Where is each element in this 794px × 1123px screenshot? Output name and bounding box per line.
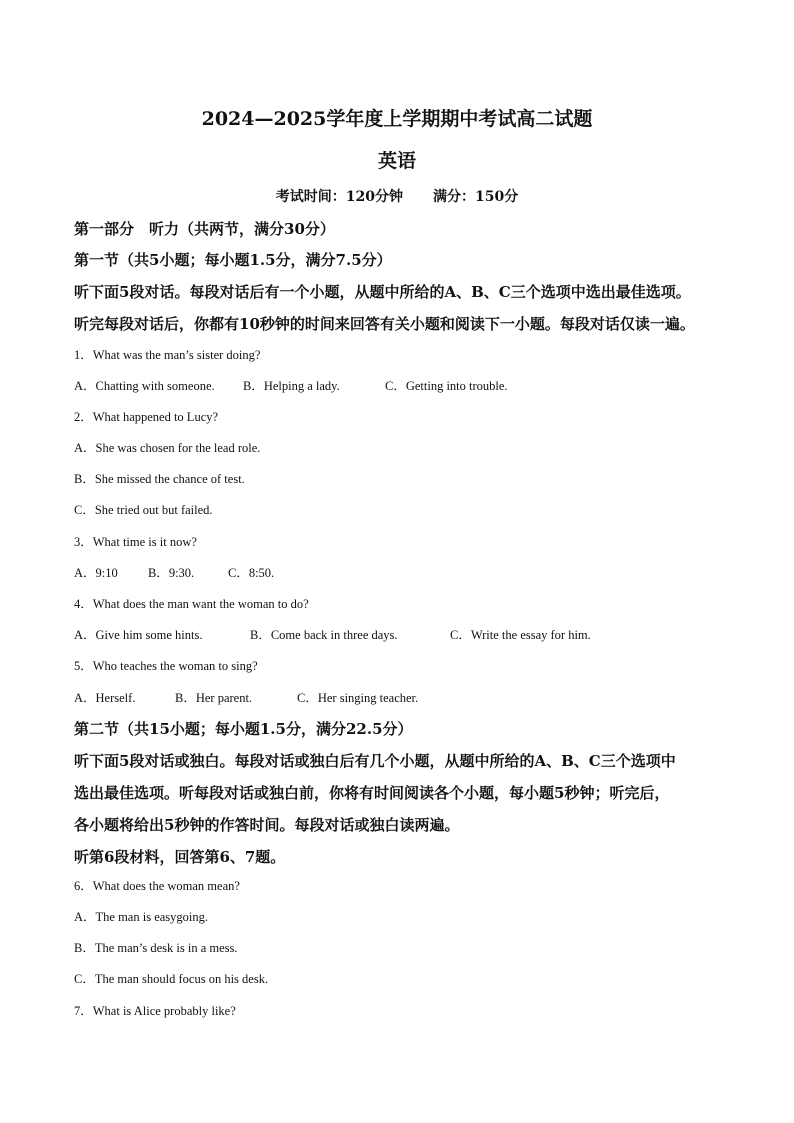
option-a: A．9:10 <box>74 566 118 580</box>
question-2: 2．What happened to Lucy? <box>74 410 219 424</box>
option-b: B．Come back in three days. <box>250 628 398 642</box>
section1-heading: 第一节（共5小题；每小题1.5分，满分7.5分） <box>74 251 392 269</box>
option-c: C．8:50. <box>228 566 275 580</box>
option-c: C．Write the essay for him. <box>450 628 591 642</box>
question-4: 4．What does the man want the woman to do? <box>74 597 309 611</box>
option-b: B．She missed the chance of test. <box>74 472 245 486</box>
exam-time: 考试时间：120分钟 <box>275 189 403 205</box>
option-b: B．Helping a lady. <box>243 379 340 393</box>
question-3-options <box>74 563 274 581</box>
section2-instruction-2: 选出最佳选项。听每段对话或独白前，你将有时间阅读各个小题，每小题5秒钟；听完后， <box>74 784 670 802</box>
option-b: B．Her parent. <box>175 691 253 705</box>
exam-title: 2024—2025学年度上学期期中考试高二试题 <box>201 108 593 130</box>
option-c: C．Getting into trouble. <box>385 379 508 393</box>
question-7: 7．What is Alice probably like? <box>74 1004 236 1018</box>
option-a: A．The man is easygoing. <box>74 910 209 924</box>
section2-instruction-3: 各小题将给出5秒钟的作答时间。每段对话或独白读两遍。 <box>74 816 460 834</box>
option-a: A．Give him some hints. <box>74 628 203 642</box>
question-5: 5．Who teaches the woman to sing? <box>74 659 258 673</box>
section2-instruction-1: 听下面5段对话或独白。每段对话或独白后有几个小题，从题中所给的A、B、C三个选项中 <box>74 752 676 770</box>
exam-info <box>0 186 794 206</box>
question-6: 6．What does the woman mean? <box>74 879 240 893</box>
option-c: C．The man should focus on his desk. <box>74 972 269 986</box>
question-4-options <box>74 625 591 643</box>
option-c: C．Her singing teacher. <box>297 691 419 705</box>
option-b: B．9:30. <box>148 566 195 580</box>
question-1-options <box>74 376 508 394</box>
question-1: 1．What was the man’s sister doing? <box>74 348 261 362</box>
option-a: A．Herself. <box>74 691 136 705</box>
option-a: A．She was chosen for the lead role. <box>74 441 261 455</box>
section1-instruction-1: 听下面5段对话。每段对话后有一个小题，从题中所给的A、B、C三个选项中选出最佳选项。 <box>74 283 691 301</box>
option-c: C．She tried out but failed. <box>74 503 213 517</box>
exam-score: 满分：150分 <box>433 189 519 205</box>
question-3: 3．What time is it now? <box>74 535 197 549</box>
exam-subject: 英语 <box>377 150 416 172</box>
question-5-options <box>74 688 418 706</box>
section1-instruction-2: 听完每段对话后，你都有10秒钟的时间来回答有关小题和阅读下一小题。每段对话仅读一遍。 <box>74 315 695 333</box>
option-b: B．The man’s desk is in a mess. <box>74 941 238 955</box>
material-heading: 听第6段材料，回答第6、7题。 <box>74 848 286 866</box>
section2-heading: 第二节（共15小题；每小题1.5分，满分22.5分） <box>74 720 413 738</box>
part1-heading: 第一部分 听力（共两节，满分30分） <box>74 220 335 238</box>
option-a: A．Chatting with someone. <box>74 379 215 393</box>
